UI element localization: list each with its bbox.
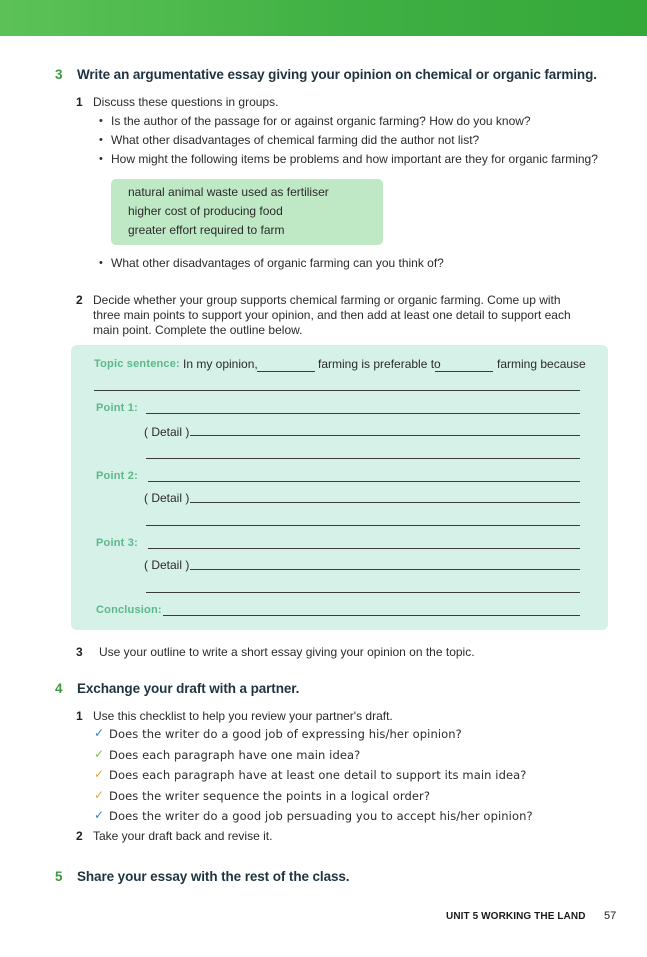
section-3-title: Write an argumentative essay giving your opinion on chemical or organic farming. (77, 67, 597, 82)
checklist-item: Does each paragraph have one main idea? (109, 748, 361, 762)
box-item-3: greater effort required to farm (128, 223, 285, 237)
s3-item1-number: 1 (76, 95, 83, 109)
footer-unit-label: UNIT 5 WORKING THE LAND (446, 911, 586, 922)
s3-bullet-3: How might the following items be problems and how important are they for organic farming? (111, 152, 598, 166)
point-2-line[interactable] (148, 481, 580, 482)
section-4-number: 4 (55, 681, 63, 696)
blank-farming-type-1[interactable] (257, 371, 315, 372)
s3-item2-number: 2 (76, 293, 83, 307)
checklist-item: Does the writer sequence the points in a logical order? (109, 789, 431, 803)
outline-form (71, 345, 608, 630)
point-1-line[interactable] (146, 413, 580, 414)
bullet-icon: • (99, 115, 103, 127)
s4-item1-number: 1 (76, 709, 83, 723)
s3-item1-text: Discuss these questions in groups. (93, 95, 279, 109)
s4-item1-text: Use this checklist to help you review your partner's draft. (93, 709, 393, 723)
point-3-label: Point 3: (96, 537, 138, 549)
conclusion-line[interactable] (163, 615, 580, 616)
point-1-label: Point 1: (96, 402, 138, 414)
bullet-icon: • (99, 153, 103, 165)
detail-3-line[interactable] (190, 569, 580, 570)
s4-item2-text: Take your draft back and revise it. (93, 829, 273, 843)
topic-text-1: In my opinion, (183, 357, 258, 371)
checklist-item: Does the writer do a good job persuading you to accept his/her opinion? (109, 809, 533, 823)
s3-item3-text: Use your outline to write a short essay giving your opinion on the topic. (99, 645, 475, 659)
detail-2-label: ( Detail ) (144, 491, 190, 505)
checkmark-icon: ✓ (94, 788, 105, 802)
checklist-item: Does the writer do a good job of expressing his/her opinion? (109, 727, 462, 741)
s3-bullet-2: What other disadvantages of chemical farming did the author not list? (111, 133, 480, 147)
checkmark-icon: ✓ (94, 747, 105, 761)
s3-item2-line-1: Decide whether your group supports chemical farming or organic farming. Come up with (93, 293, 561, 307)
blank-farming-type-2[interactable] (435, 371, 493, 372)
conclusion-label: Conclusion: (96, 604, 162, 616)
detail-1-label: ( Detail ) (144, 425, 190, 439)
section-5-title: Share your essay with the rest of the class. (77, 869, 350, 884)
s3-item2-line-3: main point. Complete the outline below. (93, 323, 303, 337)
checkmark-icon: ✓ (94, 726, 105, 740)
box-item-1: natural animal waste used as fertiliser (128, 185, 329, 199)
s3-bullet-1: Is the author of the passage for or against organic farming? How do you know? (111, 114, 531, 128)
bullet-icon: • (99, 257, 103, 269)
topic-sentence-line[interactable] (94, 390, 580, 391)
s3-item2-line-2: three main points to support your opinion, and then add at least one detail to support each (93, 308, 571, 322)
point-2-label: Point 2: (96, 470, 138, 482)
point-3-line[interactable] (148, 548, 580, 549)
s3-item3-number: 3 (76, 645, 83, 659)
items-box (111, 179, 383, 245)
box-item-2: higher cost of producing food (128, 204, 283, 218)
page-number: 57 (604, 910, 617, 922)
s3-bullet-4: What other disadvantages of organic farming can you think of? (111, 256, 444, 270)
s4-item2-number: 2 (76, 829, 83, 843)
section-5-number: 5 (55, 869, 63, 884)
topic-text-2: farming is preferable to (318, 357, 441, 371)
section-3-number: 3 (55, 67, 63, 82)
detail-1-line-2[interactable] (146, 458, 580, 459)
detail-3-line-2[interactable] (146, 592, 580, 593)
header-bar (0, 0, 647, 36)
bullet-icon: • (99, 134, 103, 146)
section-4-title: Exchange your draft with a partner. (77, 681, 300, 696)
detail-3-label: ( Detail ) (144, 558, 190, 572)
topic-sentence-label: Topic sentence: (94, 358, 180, 370)
detail-2-line-2[interactable] (146, 525, 580, 526)
checklist-item: Does each paragraph have at least one detail to support its main idea? (109, 768, 527, 782)
detail-2-line[interactable] (190, 502, 580, 503)
checkmark-icon: ✓ (94, 808, 105, 822)
topic-text-3: farming because (497, 357, 586, 371)
checkmark-icon: ✓ (94, 767, 105, 781)
detail-1-line[interactable] (190, 435, 580, 436)
